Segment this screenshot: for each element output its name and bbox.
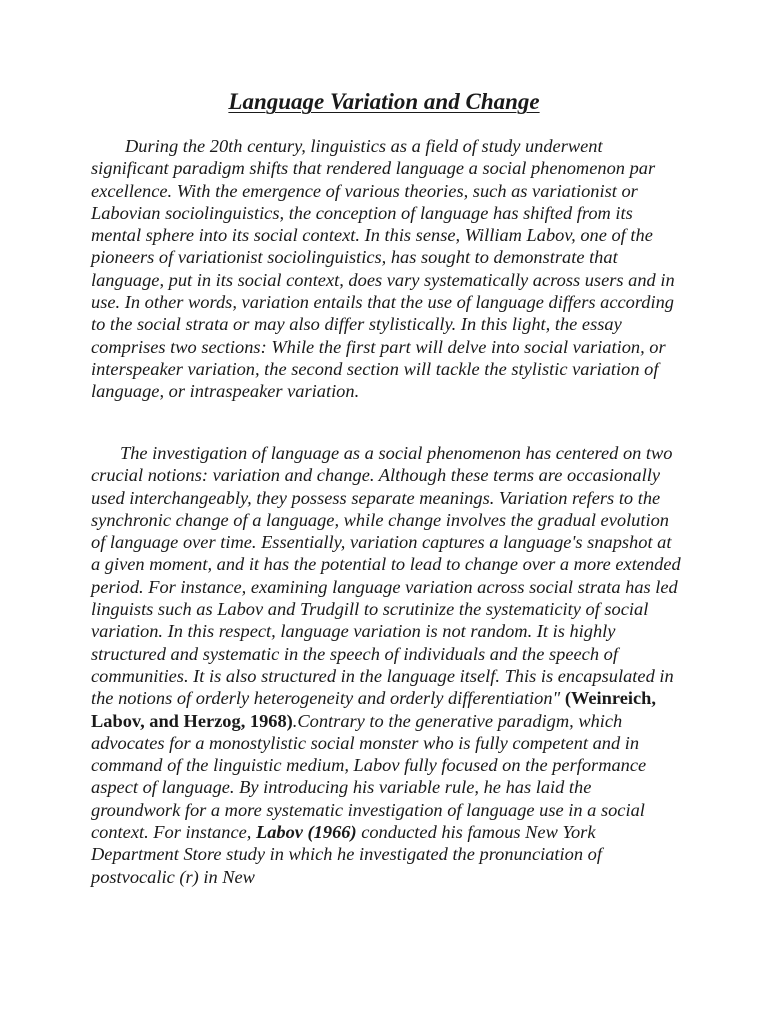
citation-labov-1966: Labov (1966) <box>255 822 357 843</box>
paragraph-text-segment: .Contrary to the generative paradigm, which advocates for a monostylistic social monster who is fully competent and in command of the linguistic medium, Labov fully focused on the performance aspect of language. By introducing his variable rule, he has laid the groundwork for a more systematic investigation of language use in a social context. For instance, <box>91 710 647 843</box>
citation-weinreich-labov-herzog: (Weinreich, Labov, and Herzog, 1968) <box>91 688 656 731</box>
paragraph-variation-and-change <box>91 442 681 888</box>
paragraph-text-segment: conducted his famous New York Department Store study in which he investigated the pronunciation of postvocalic (r) in New <box>91 822 602 887</box>
paragraph-introduction: During the 20th century, linguistics as a field of study underwent significant paradigm shifts that rendered language a social phenomenon par excellence. With the emergence of various theories, such as variationist or Labovian sociolinguistics, the conception of language has shifted from its mental sphere into its social context. In this sense, William Labov, one of the pioneers of variationist sociolinguistics, has sought to demonstrate that language, put in its social context, does vary systematically across users and in use. In other words, variation entails that the use of language differs according to the social strata or may also differ stylistically. In this light, the essay comprises two sections: While the first part will delve into social variation, or interspeaker variation, the second section will tackle the stylistic variation of language, or intraspeaker variation. <box>91 136 675 402</box>
document-title <box>0 87 768 117</box>
paragraph-text-segment: The investigation of language as a social phenomenon has centered on two crucial notions: variation and change. Although these terms are occasionally used interchangeably, they possess separate meanings. Variation refers to the synchronic change of a language, while change involves the gradual evolution of language over time. Essentially, variation captures a language's snapshot at a given moment, and it has the potential to lead to change over a more extended period. For instance, examining language variation across social strata has led linguists such as Labov and Trudgill to scrutinize the systematicity of social variation. In this respect, language variation is not random. It is highly structured and systematic in the speech of individuals and the speech of communities. It is also structured in the language itself. This is encapsulated in the notions of orderly heterogeneity and orderly differentiation" <box>91 443 681 709</box>
document-title-text: Language Variation and Change <box>228 89 540 114</box>
